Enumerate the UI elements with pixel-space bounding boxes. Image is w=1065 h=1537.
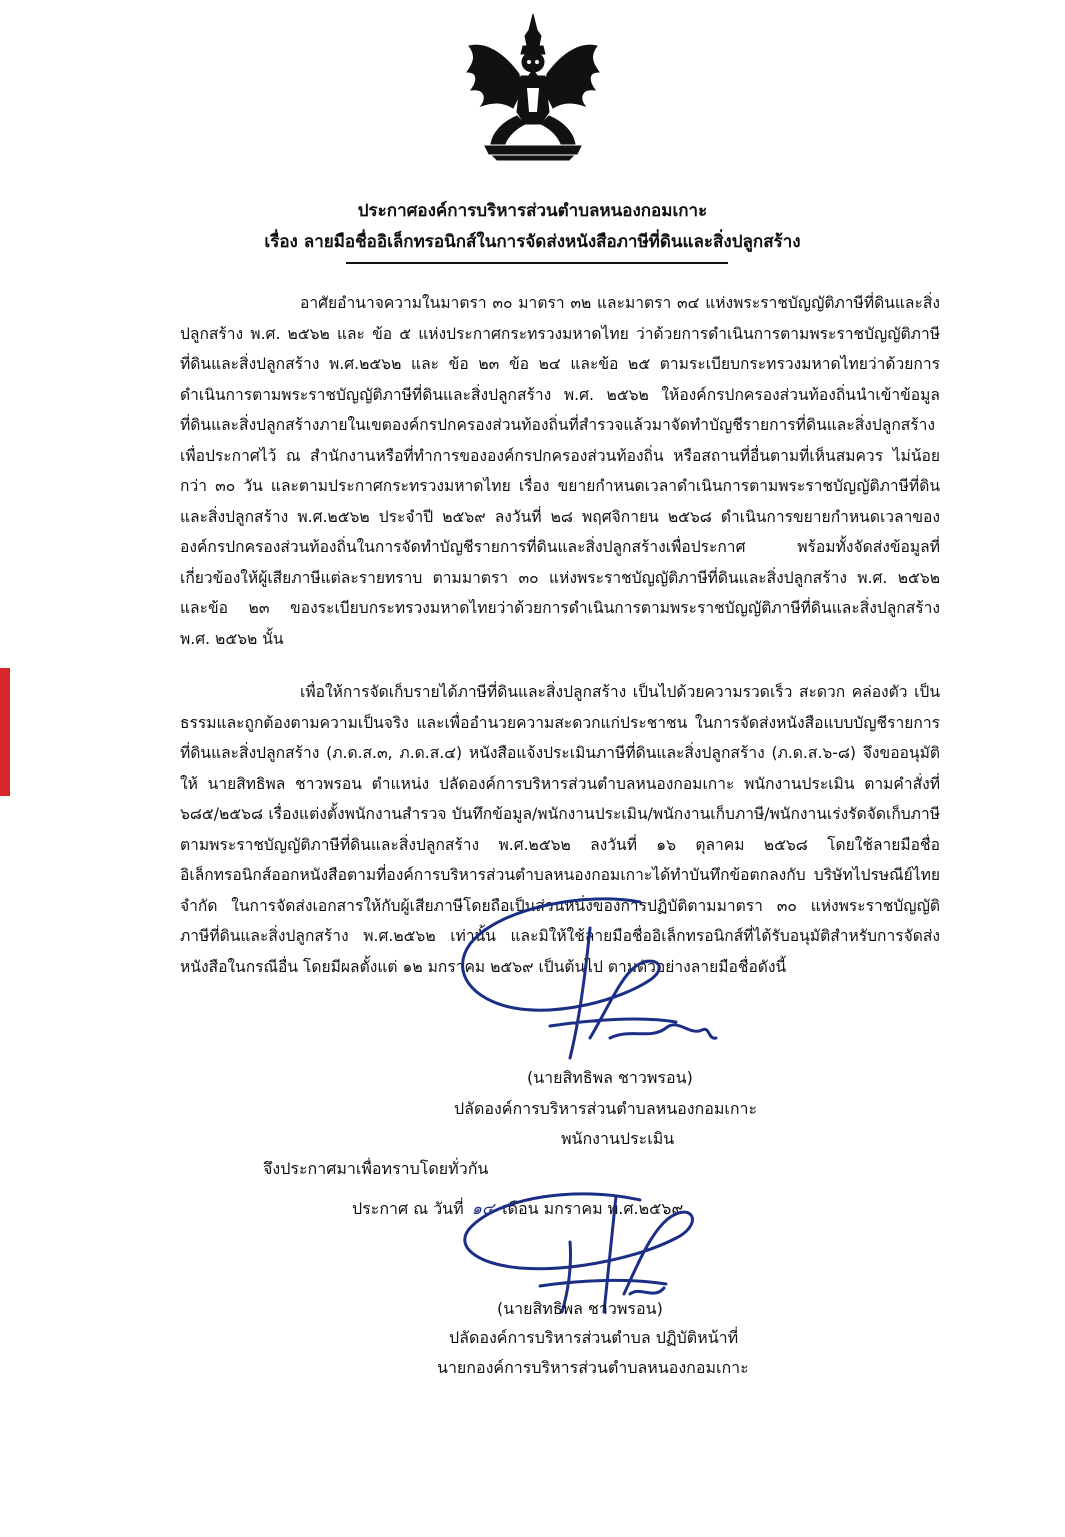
date-prefix: ประกาศ ณ วันที่ xyxy=(352,1199,464,1218)
body-paragraph-2: เพื่อให้การจัดเก็บรายได้ภาษีที่ดินและสิ่งปลูกสร้าง เป็นไปด้วยความรวดเร็ว สะดวก คล่องตัว เป็นธรรมและถูกต้องตามความเป็นจริง และเพื่ออำนวยความสะดวกแก่ประชาชน ในการจัดส่งหนังสือแบบบัญชีรายการที่ดินและสิ่งปลูกสร้าง (ภ.ด.ส.๓, ภ.ด.ส.๔) หนังสือแจ้งประเมินภาษีที่ดินและสิ่งปลูกสร้าง (ภ.ด.ส.๖-๘) จึงขออนุมัติให้ นายสิทธิพล ชาวพรอน ตำแหน่ง ปลัดองค์การบริหารส่วนตำบลหนองกอมเกาะ พนักงานประเมิน ตามคำสั่งที่ ๖๘๕/๒๕๖๘ เรื่องแต่งตั้งพนักงานสำรวจ บันทึกข้อมูล/พนักงานประเมิน/พนักงานเก็บภาษี/พนักงานเร่งรัดจัดเก็บภาษีตามพระราชบัญญัติภาษีที่ดินและสิ่งปลูกสร้าง พ.ศ.๒๕๖๒ ลงวันที่ ๑๖ ตุลาคม ๒๕๖๘ โดยใช้ลายมือชื่ออิเล็กทรอนิกส์ออกหนังสือตามที่องค์การบริหารส่วนตำบลหนองกอมเกาะได้ทำบันทึกข้อตกลงกับ บริษัทไปรษณีย์ไทยจำกัด ในการจัดส่งเอกสารให้กับผู้เสียภาษีโดยถือเป็นส่วนหนึ่งของการปฏิบัติตามมาตรา ๓๐ แห่งพระราชบัญญัติภาษีที่ดินและสิ่งปลูกสร้าง พ.ศ.๒๕๖๒ เท่านั้น และมิให้ใช้ลายมือชื่ออิเล็กทรอนิกส์ที่ได้รับอนุมัติสำหรับการจัดส่งหนังสือในกรณีอื่น โดยมีผลตั้งแต่ ๑๒ มกราคม ๒๕๖๙ เป็นต้นไป ตามตัวอย่างลายมือชื่อดังนี้ xyxy=(180,683,940,976)
date-suffix: เดือน มกราคม พ.ศ.๒๕๖๙ xyxy=(502,1199,684,1218)
signatory-2-acting-for: นายกองค์การบริหารส่วนตำบลหนองกอมเกาะ xyxy=(437,1358,749,1377)
title-divider xyxy=(346,262,728,264)
red-edge-mark xyxy=(0,668,10,796)
garuda-emblem-icon xyxy=(463,12,603,162)
signatory-2-name: (นายสิทธิพล ชาวพรอน) xyxy=(497,1299,663,1318)
signatory-1-name: (นายสิทธิพล ชาวพรอน) xyxy=(527,1068,693,1087)
announcement-title: ประกาศองค์การบริหารส่วนตำบลหนองกอมเกาะ xyxy=(357,201,708,221)
signatory-2-position: ปลัดองค์การบริหารส่วนตำบล ปฏิบัติหน้าที่ xyxy=(449,1328,739,1347)
announcement-subject: เรื่อง ลายมือชื่ออิเล็กทรอนิกส์ในการจัดส่งหนังสือภาษีที่ดินและสิ่งปลูกสร้าง xyxy=(264,232,801,252)
date-day: ๑๔ xyxy=(471,1199,495,1218)
signatory-1-role: พนักงานประเมิน xyxy=(561,1129,675,1148)
signatory-1-position: ปลัดองค์การบริหารส่วนตำบลหนองกอมเกาะ xyxy=(454,1099,758,1118)
closing-statement: จึงประกาศมาเพื่อทราบโดยทั่วกัน xyxy=(263,1159,489,1178)
body-paragraph-1: อาศัยอำนาจความในมาตรา ๓๐ มาตรา ๓๒ และมาตรา ๓๔ แห่งพระราชบัญญัติภาษีที่ดินและสิ่งปลูกสร้าง พ.ศ. ๒๕๖๒ และ ข้อ ๕ แห่งประกาศกระทรวงมหาดไทย ว่าด้วยการดำเนินการตามพระราชบัญญัติภาษีที่ดินและสิ่งปลูกสร้าง พ.ศ.๒๕๖๒ และ ข้อ ๒๓ ข้อ ๒๔ และข้อ ๒๕ ตามระเบียบกระทรวงมหาดไทยว่าด้วยการดำเนินการตามพระราชบัญญัติภาษีที่ดินและสิ่งปลูกสร้าง พ.ศ. ๒๕๖๒ ให้องค์กรปกครองส่วนท้องถิ่นนำเข้าข้อมูลที่ดินและสิ่งปลูกสร้างภายในเขตองค์กรปกครองส่วนท้องถิ่นที่สำรวจแล้วมาจัดทำบัญชีรายการที่ดินและสิ่งปลูกสร้าง เพื่อประกาศไว้ ณ สำนักงานหรือที่ทำการขององค์กรปกครองส่วนท้องถิ่น หรือสถานที่อื่นตามที่เห็นสมควร ไม่น้อยกว่า ๓๐ วัน และตามประกาศกระทรวงมหาดไทย เรื่อง ขยายกำหนดเวลาดำเนินการตามพระราชบัญญัติภาษีที่ดินและสิ่งปลูกสร้าง พ.ศ.๒๕๖๒ ประจำปี ๒๕๖๙ ลงวันที่ ๒๘ พฤศจิกายน ๒๕๖๘ ดำเนินการขยายกำหนดเวลาขององค์กรปกครองส่วนท้องถิ่นในการจัดทำบัญชีรายการที่ดินและสิ่งปลูกสร้างเพื่อประกาศ พร้อมทั้งจัดส่งข้อมูลที่เกี่ยวข้องให้ผู้เสียภาษีแต่ละรายทราบ ตามมาตรา ๓๐ แห่งพระราชบัญญัติภาษีที่ดินและสิ่งปลูกสร้าง พ.ศ. ๒๕๖๒ และข้อ ๒๓ ของระเบียบกระทรวงมหาดไทยว่าด้วยการดำเนินการตามพระราชบัญญัติภาษีที่ดินและสิ่งปลูกสร้าง พ.ศ. ๒๕๖๒ นั้น xyxy=(180,294,940,648)
signature-1 xyxy=(440,888,760,1068)
